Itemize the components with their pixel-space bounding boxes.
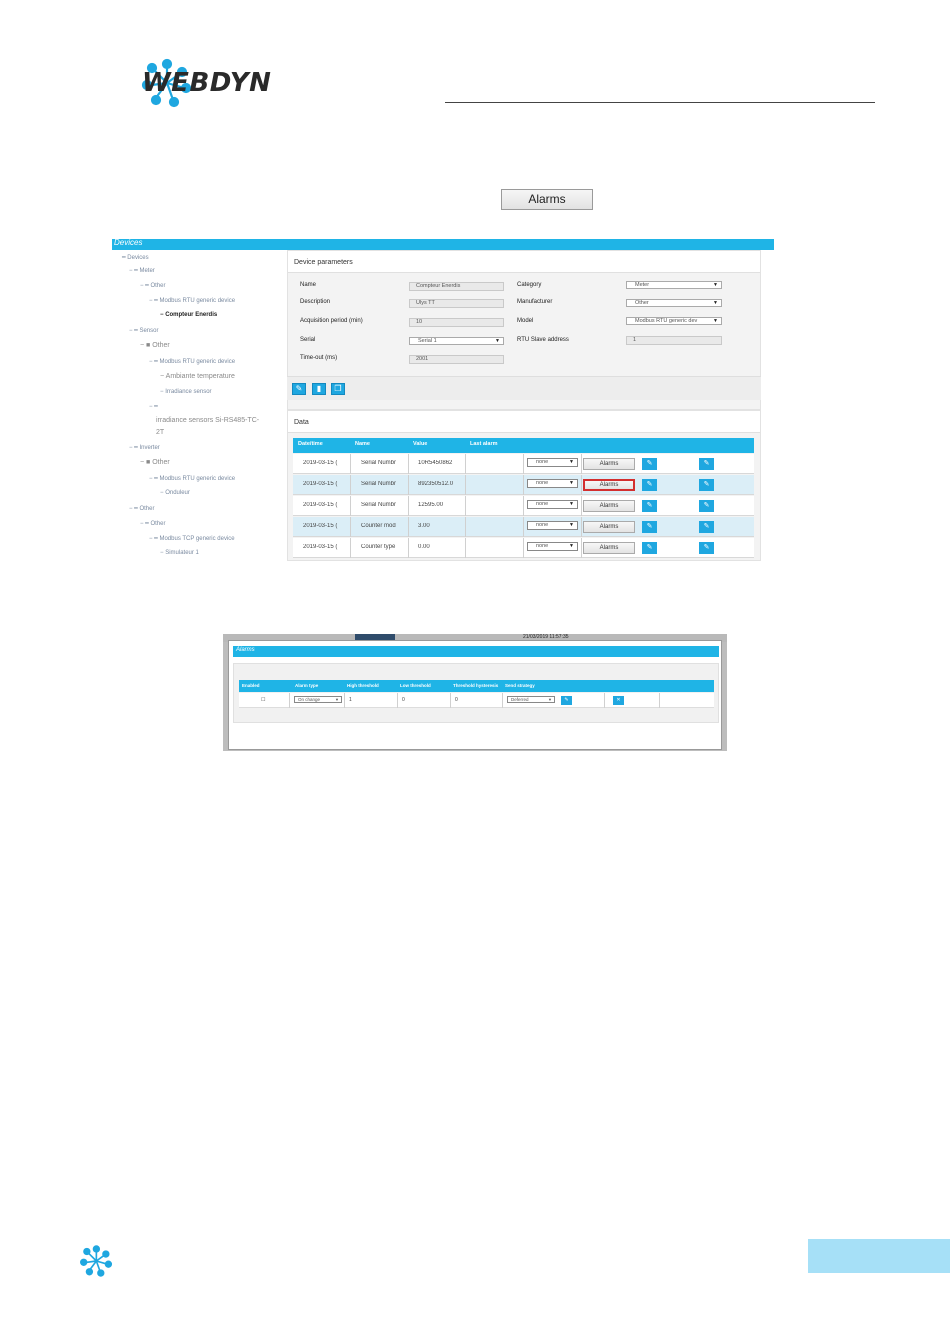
- data-table-header: [293, 438, 754, 453]
- brand-name: WEBDYN: [142, 68, 272, 98]
- alarm-select[interactable]: none ▼: [527, 479, 578, 488]
- chevron-down-icon: ▼: [713, 300, 718, 306]
- data-panel: [287, 410, 761, 561]
- alarms-button[interactable]: Alarms: [501, 189, 593, 210]
- alarm-row: [239, 693, 714, 708]
- cell-datetime: 2019-03-15 (: [303, 544, 338, 550]
- cell-name: Counter type: [361, 544, 396, 550]
- edit-icon[interactable]: ✎: [699, 521, 714, 533]
- device-tree: [112, 252, 282, 560]
- save-icon[interactable]: ✎: [561, 696, 572, 705]
- cell-datetime: 2019-03-15 (: [303, 460, 338, 466]
- alarms-modal-title-bar: [233, 646, 719, 657]
- trash-icon[interactable]: ▮: [312, 383, 326, 395]
- clock-text: 21/03/2019 11:57:35: [523, 634, 569, 640]
- description-field[interactable]: Ulys TT: [409, 299, 504, 308]
- tree-node[interactable]: − Ambiante temperature: [160, 373, 235, 380]
- category-label: Category: [517, 282, 542, 288]
- tree-node[interactable]: − ■ Other: [140, 342, 170, 349]
- col-alarm-type: Alarm type: [295, 683, 319, 688]
- manufacturer-label: Manufacturer: [517, 299, 553, 305]
- rtu-address-field[interactable]: 1: [626, 336, 722, 345]
- cell-datetime: 2019-03-15 (: [303, 502, 338, 508]
- tree-node[interactable]: − Simulateur 1: [160, 550, 199, 556]
- footer-page-band: [808, 1239, 950, 1273]
- cell-datetime: 2019-03-15 (: [303, 523, 338, 529]
- alarm-select[interactable]: none ▼: [527, 521, 578, 530]
- alarm-select[interactable]: none ▼: [527, 542, 578, 551]
- cell-name: Serial Numbr: [361, 502, 397, 508]
- delete-icon[interactable]: ✕: [613, 696, 624, 705]
- alarms-dialog-screenshot: [223, 634, 727, 751]
- cell-value: 892350512.0: [418, 481, 454, 487]
- tree-node[interactable]: irradiance sensors Si-RS485-TC-: [156, 417, 260, 424]
- tree-node[interactable]: ━ Devices: [122, 255, 149, 261]
- device-parameters-title: Device parameters: [288, 251, 760, 273]
- device-action-bar: [287, 376, 761, 400]
- high-threshold-field[interactable]: 1: [349, 697, 352, 703]
- tree-node-selected[interactable]: − Compteur Enerdis: [160, 312, 218, 318]
- alarm-type-select[interactable]: On change ▼: [294, 696, 342, 703]
- table-row: [293, 475, 754, 495]
- tree-node[interactable]: − Irradiance sensor: [160, 389, 212, 395]
- edit-icon[interactable]: ✎: [699, 458, 714, 470]
- table-row: [293, 517, 754, 537]
- tree-node[interactable]: − ━ Modbus RTU generic device: [149, 476, 236, 482]
- cell-name: Serial Numbr: [361, 481, 397, 487]
- devices-title: Devices: [114, 239, 143, 247]
- row-alarms-button-highlighted[interactable]: Alarms: [583, 479, 635, 491]
- tree-node[interactable]: − ━ Other: [140, 521, 166, 527]
- col-enabled: Enabled: [242, 683, 260, 688]
- tree-node[interactable]: − ━ Modbus RTU generic device: [149, 359, 236, 365]
- serial-select[interactable]: Serial 1 ▼: [409, 337, 504, 345]
- tree-node[interactable]: − ━ Sensor: [129, 328, 159, 334]
- tree-node[interactable]: − ━ Inverter: [129, 445, 160, 451]
- tree-node: 2T: [156, 429, 165, 436]
- data-title: Data: [288, 411, 760, 433]
- edit-icon[interactable]: ✎: [642, 479, 657, 491]
- devices-title-bar: [112, 239, 774, 250]
- col-value: Value: [413, 441, 428, 447]
- cell-value: 10R5450862: [418, 460, 453, 466]
- cell-value: 3.00: [418, 523, 430, 529]
- row-alarms-button[interactable]: Alarms: [583, 521, 635, 533]
- col-threshold-hysteresis: Threshold hysteresis: [453, 683, 499, 688]
- name-label: Name: [300, 282, 317, 288]
- timeout-field[interactable]: 2001: [409, 355, 504, 364]
- chevron-down-icon: ▼: [713, 318, 718, 324]
- edit-icon[interactable]: ✎: [699, 542, 714, 554]
- edit-icon[interactable]: ✎: [642, 542, 657, 554]
- cell-value: 12595.00: [418, 502, 444, 508]
- table-row: [293, 454, 754, 474]
- tree-node[interactable]: − ■ Other: [140, 459, 170, 466]
- row-alarms-button[interactable]: Alarms: [583, 458, 635, 470]
- row-alarms-button[interactable]: Alarms: [583, 500, 635, 512]
- col-name: Name: [355, 441, 370, 447]
- wrench-icon[interactable]: ✎: [292, 383, 306, 395]
- col-send-strategy: Send strategy: [505, 683, 535, 688]
- cell-value: 0.00: [418, 544, 430, 550]
- model-select[interactable]: Modbus RTU generic dev ▼: [626, 317, 722, 325]
- category-select[interactable]: Meter ▼: [626, 281, 722, 289]
- tree-node[interactable]: − ━ Other: [140, 283, 166, 289]
- edit-icon[interactable]: ✎: [642, 458, 657, 470]
- table-row: [293, 538, 754, 558]
- alarms-modal-body: [233, 663, 719, 723]
- edit-icon[interactable]: ✎: [699, 479, 714, 491]
- col-datetime: Date/time: [298, 441, 323, 447]
- col-last-alarm: Last alarm: [470, 441, 498, 447]
- tree-node[interactable]: − ━ Other: [129, 506, 155, 512]
- tree-node[interactable]: − Onduleur: [160, 490, 190, 496]
- name-field[interactable]: Compteur Enerdis: [409, 282, 504, 291]
- cell-name: Counter mod: [361, 523, 396, 529]
- alarms-modal: [228, 640, 722, 750]
- manufacturer-select[interactable]: Other ▼: [626, 299, 722, 307]
- alarms-modal-title: Alarms: [236, 647, 255, 653]
- table-row: [293, 496, 754, 516]
- cell-name: Serial Numbr: [361, 460, 397, 466]
- alarms-table-header: [239, 680, 714, 692]
- acquisition-field[interactable]: 10: [409, 318, 504, 327]
- edit-icon[interactable]: ✎: [642, 521, 657, 533]
- acquisition-label: Acquisition period (min): [300, 318, 363, 324]
- header-rule: [445, 102, 875, 103]
- chevron-down-icon: ▼: [495, 338, 500, 344]
- chevron-down-icon: ▼: [713, 282, 718, 288]
- copy-icon[interactable]: ❐: [331, 383, 345, 395]
- col-high-threshold: High threshold: [347, 683, 379, 688]
- hysteresis-field[interactable]: 0: [455, 697, 458, 703]
- timeout-label: Time-out (ms): [300, 355, 338, 361]
- tree-node[interactable]: − ━: [149, 404, 158, 410]
- alarm-select[interactable]: none ▼: [527, 458, 578, 467]
- enabled-checkbox[interactable]: ☐: [261, 697, 266, 703]
- edit-icon[interactable]: ✎: [699, 500, 714, 512]
- devices-screenshot: [112, 239, 774, 561]
- edit-icon[interactable]: ✎: [642, 500, 657, 512]
- webdyn-footer-logo-icon: [78, 1243, 116, 1279]
- description-label: Description: [300, 299, 331, 305]
- send-strategy-select[interactable]: Deferred ▼: [507, 696, 555, 703]
- serial-label: Serial: [300, 337, 316, 343]
- tree-node[interactable]: − ━ Meter: [129, 268, 155, 274]
- row-alarms-button[interactable]: Alarms: [583, 542, 635, 554]
- col-low-threshold: Low threshold: [400, 683, 431, 688]
- cell-datetime: 2019-03-15 (: [303, 481, 338, 487]
- model-label: Model: [517, 318, 534, 324]
- low-threshold-field[interactable]: 0: [402, 697, 405, 703]
- rtu-address-label: RTU Slave address: [517, 337, 569, 343]
- tree-node[interactable]: − ━ Modbus TCP generic device: [149, 536, 235, 542]
- tree-node[interactable]: − ━ Modbus RTU generic device: [149, 298, 236, 304]
- alarm-select[interactable]: none ▼: [527, 500, 578, 509]
